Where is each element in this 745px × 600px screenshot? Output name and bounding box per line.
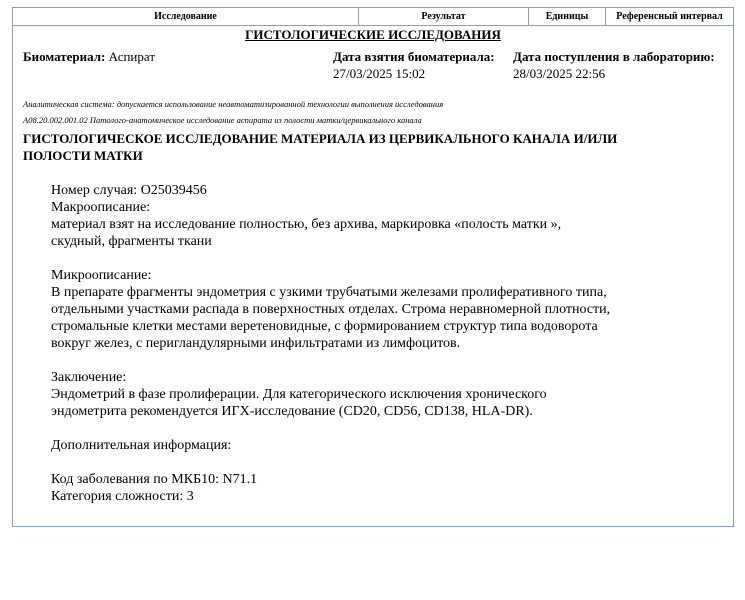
- report-title-line1: ГИСТОЛОГИЧЕСКОЕ ИССЛЕДОВАНИЕ МАТЕРИАЛА ИЗ ЦЕРВИКАЛЬНОГО КАНАЛА И/ИЛИ: [23, 131, 618, 146]
- micro-text-line3: стромальные клетки местами веретеновидные, с формированием структур типа водоворота: [51, 319, 598, 334]
- macro-label: Макроописание:: [51, 200, 151, 215]
- sampling-date-info: [333, 48, 495, 82]
- micro-text-line2: отдельными участками распада в поверхностных отделах. Строма неравномерной плотности,: [51, 302, 611, 317]
- biomaterial-info: [23, 48, 155, 65]
- micro-label: Микроописание:: [51, 268, 152, 283]
- case-number: Номер случая: О25039456: [51, 183, 207, 198]
- column-header-reference: Референсный интервал: [616, 11, 723, 22]
- column-header-units: Единицы: [529, 8, 606, 25]
- additional-info-label: Дополнительная информация:: [51, 438, 232, 453]
- conclusion-text-line2: эндометрита рекомендуется ИГХ-исследование (CD20, CD56, CD138, HLA-DR).: [51, 404, 533, 419]
- biomaterial-label: Биоматериал:: [23, 49, 106, 64]
- test-code-note: А08.20.002.001.02 Патолого-анатомическое исследование аспирата из полости матки/цервикального канала: [23, 115, 422, 125]
- complexity-category: Категория сложности: 3: [51, 489, 194, 504]
- icd-code: Код заболевания по МКБ10: N71.1: [51, 472, 258, 487]
- analytic-system-note: Аналитическая система: допускается использование неавтоматизированной технологии выполнения исследования: [23, 99, 444, 109]
- conclusion-label: Заключение:: [51, 370, 127, 385]
- received-date-value: 28/03/2025 22:56: [513, 66, 606, 81]
- received-date-info: [513, 48, 715, 82]
- biomaterial-value: Аспират: [108, 49, 156, 64]
- column-header-study: Исследование: [13, 8, 359, 25]
- sampling-date-value: 27/03/2025 15:02: [333, 66, 426, 81]
- column-header-result: Результат: [359, 8, 529, 25]
- section-title: ГИСТОЛОГИЧЕСКИЕ ИССЛЕДОВАНИЯ: [245, 27, 501, 42]
- table-header-row: [13, 8, 733, 26]
- report-body: [51, 182, 711, 505]
- report-title-line2: ПОЛОСТИ МАТКИ: [23, 148, 143, 163]
- conclusion-text-line1: Эндометрий в фазе пролиферации. Для категорического исключения хронического: [51, 387, 547, 402]
- micro-text-line4: вокруг желез, с перигландулярными инфильтратами из лимфоцитов.: [51, 336, 461, 351]
- macro-text-line1: материал взят на исследование полностью, без архива, маркировка «полость матки »,: [51, 217, 562, 232]
- micro-text-line1: В препарате фрагменты эндометрия с узкими трубчатыми железами пролиферативного типа,: [51, 285, 607, 300]
- macro-text-line2: скудный, фрагменты ткани: [51, 234, 212, 249]
- sampling-date-label: Дата взятия биоматериала:: [333, 49, 495, 64]
- received-date-label: Дата поступления в лабораторию:: [513, 49, 715, 64]
- lab-report: [12, 7, 734, 527]
- report-title: [23, 130, 723, 164]
